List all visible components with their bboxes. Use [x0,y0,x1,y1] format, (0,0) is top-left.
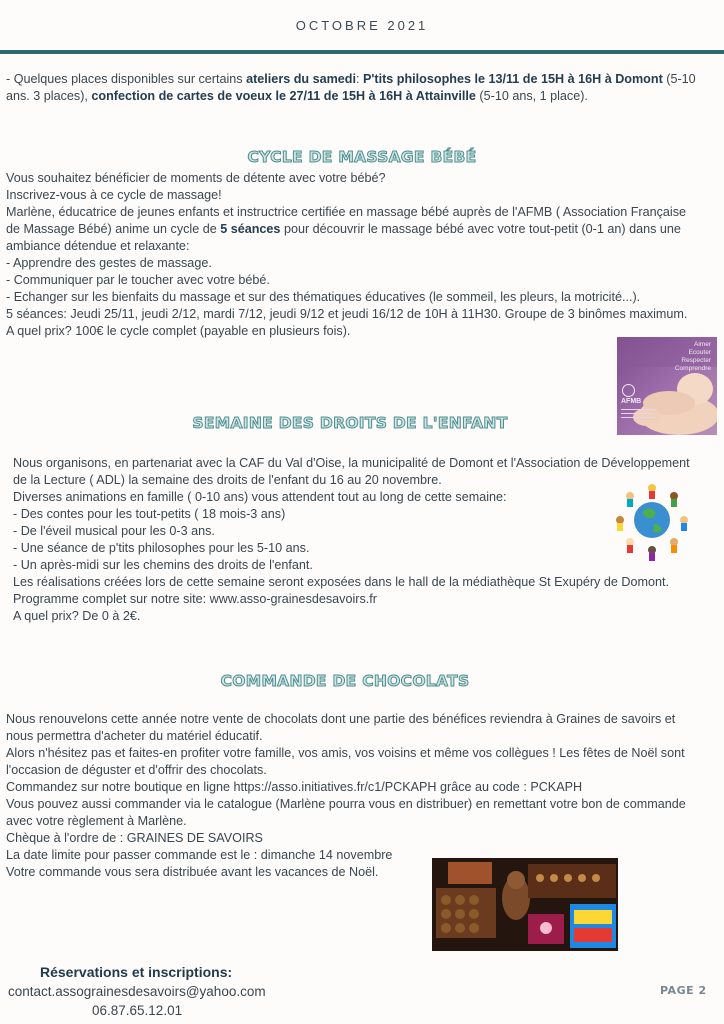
massage-line: ambiance détendue et relaxante: [6,239,190,253]
massage-line: Vous souhaitez bénéficier de moments de détente avec votre bébé? [6,171,386,185]
issue-month: OCTOBRE 2021 [295,18,429,33]
massage-line: A quel prix? 100€ le cycle complet (payable en plusieurs fois). [6,324,351,338]
contact-phone[interactable]: 06.87.65.12.01 [92,1003,183,1018]
intro-line-1: - Quelques places disponibles sur certains ateliers du samedi: P'tits philosophes le 13/11 de 15H à 16H à Domont (5-10 [6,72,696,86]
massage-section-title: CYCLE DE MASSAGE BÉBÉ [247,148,477,166]
droits-line: Nous organisons, en partenariat avec la CAF du Val d'Oise, la municipalité de Domont et l'Association de Développement [13,456,690,470]
droits-section-title: SEMAINE DES DROITS DE L'ENFANT [192,414,508,432]
afmb-words: Aimer Ecouter Respecter Comprendre [674,341,711,372]
contact-email[interactable]: contact.assograinesdesavoirs@yahoo.com [8,984,266,999]
massage-line: - Echanger sur les bienfaits du massage et sur des thématiques éducatives (le sommeil, les pleurs, la motricité...). [6,290,641,304]
chocolates-photo [432,858,618,951]
droits-line: Diverses animations en famille ( 0-10 ans) vous attendent tout au long de cette semaine: [13,490,507,504]
droits-line: A quel prix? De 0 à 2€. [13,609,141,623]
page-number: PAGE 2 [660,984,707,997]
chocolats-line: l'occasion de déguster et d'offrir des chocolats. [6,763,267,777]
intro-paragraph [6,71,718,105]
massage-line: - Apprendre des gestes de massage. [6,256,212,270]
droits-line: Les réalisations créées lors de cette semaine seront exposées dans le hall de la médiathèque St Exupéry de Domont. [13,575,669,589]
chocolats-paragraph [6,711,718,881]
header-divider [0,50,724,54]
droits-line: - Un après-midi sur les chemins des droits de l'enfant. [13,558,313,572]
massage-line: - Communiquer par le toucher avec votre bébé. [6,273,270,287]
intro-line-2: ans. 3 places), confection de cartes de voeux le 27/11 de 15H à 16H à Attainville (5-10 ans, 1 place). [6,89,588,103]
massage-line: de Massage Bébé) anime un cycle de 5 séances pour découvrir le massage bébé avec votre tout-petit (0-1 an) dans une [6,222,681,236]
chocolats-section-title: COMMANDE DE CHOCOLATS [220,672,470,690]
massage-line: Inscrivez-vous à ce cycle de massage! [6,188,222,202]
afmb-logo-icon [622,384,635,397]
droits-line: de la Lecture ( ADL) la semaine des droits de l'enfant du 16 au 20 novembre. [13,473,442,487]
droits-line: - Une séance de p'tits philosophes pour les 5-10 ans. [13,541,310,555]
droits-line: - De l'éveil musical pour les 0-3 ans. [13,524,215,538]
massage-line: Marlène, éducatrice de jeunes enfants et instructrice certifiée en massage bébé auprès de l'AFMB ( Association Française [6,205,687,219]
chocolats-line: Alors n'hésitez pas et faites-en profiter votre famille, vos amis, vos voisins et même vos collègues ! Les fêtes de Noël sont [6,746,685,760]
droits-line: Programme complet sur notre site: www.asso-grainesdesavoirs.fr [13,592,377,606]
chocolats-line: Commandez sur notre boutique en ligne https://asso.initiatives.fr/c1/PCKAPH grâce au code : PCKAPH [6,780,583,794]
chocolats-line: Chèque à l'ordre de : GRAINES DE SAVOIRS [6,831,263,845]
chocolats-line: Votre commande vous sera distribuée avant les vacances de Noël. [6,865,379,879]
chocolats-line: Nous renouvelons cette année notre vente de chocolats dont une partie des bénéfices reviendra à Graines de savoirs et [6,712,676,726]
chocolats-line: La date limite pour passer commande est le : dimanche 14 novembre [6,848,393,862]
reservations-heading: Réservations et inscriptions: [40,964,233,980]
droits-line: - Des contes pour les tout-petits ( 18 mois-3 ans) [13,507,286,521]
chocolats-line: avec votre règlement à Marlène. [6,814,187,828]
chocolats-line: nous permettra d'acheter du matériel éducatif. [6,729,263,743]
chocolats-line: Vous pouvez aussi commander via le catalogue (Marlène pourra vous en distribuer) en remettant votre bon de commande [6,797,686,811]
massage-line: 5 séances: Jeudi 25/11, jeudi 2/12, mardi 7/12, jeudi 9/12 et jeudi 16/12 de 10H à 11H30. Groupe de 3 binômes maximum. [6,307,688,321]
afmb-logo-text: AFMB [621,398,642,405]
globe-children-image [610,478,694,562]
massage-paragraph [6,170,718,340]
